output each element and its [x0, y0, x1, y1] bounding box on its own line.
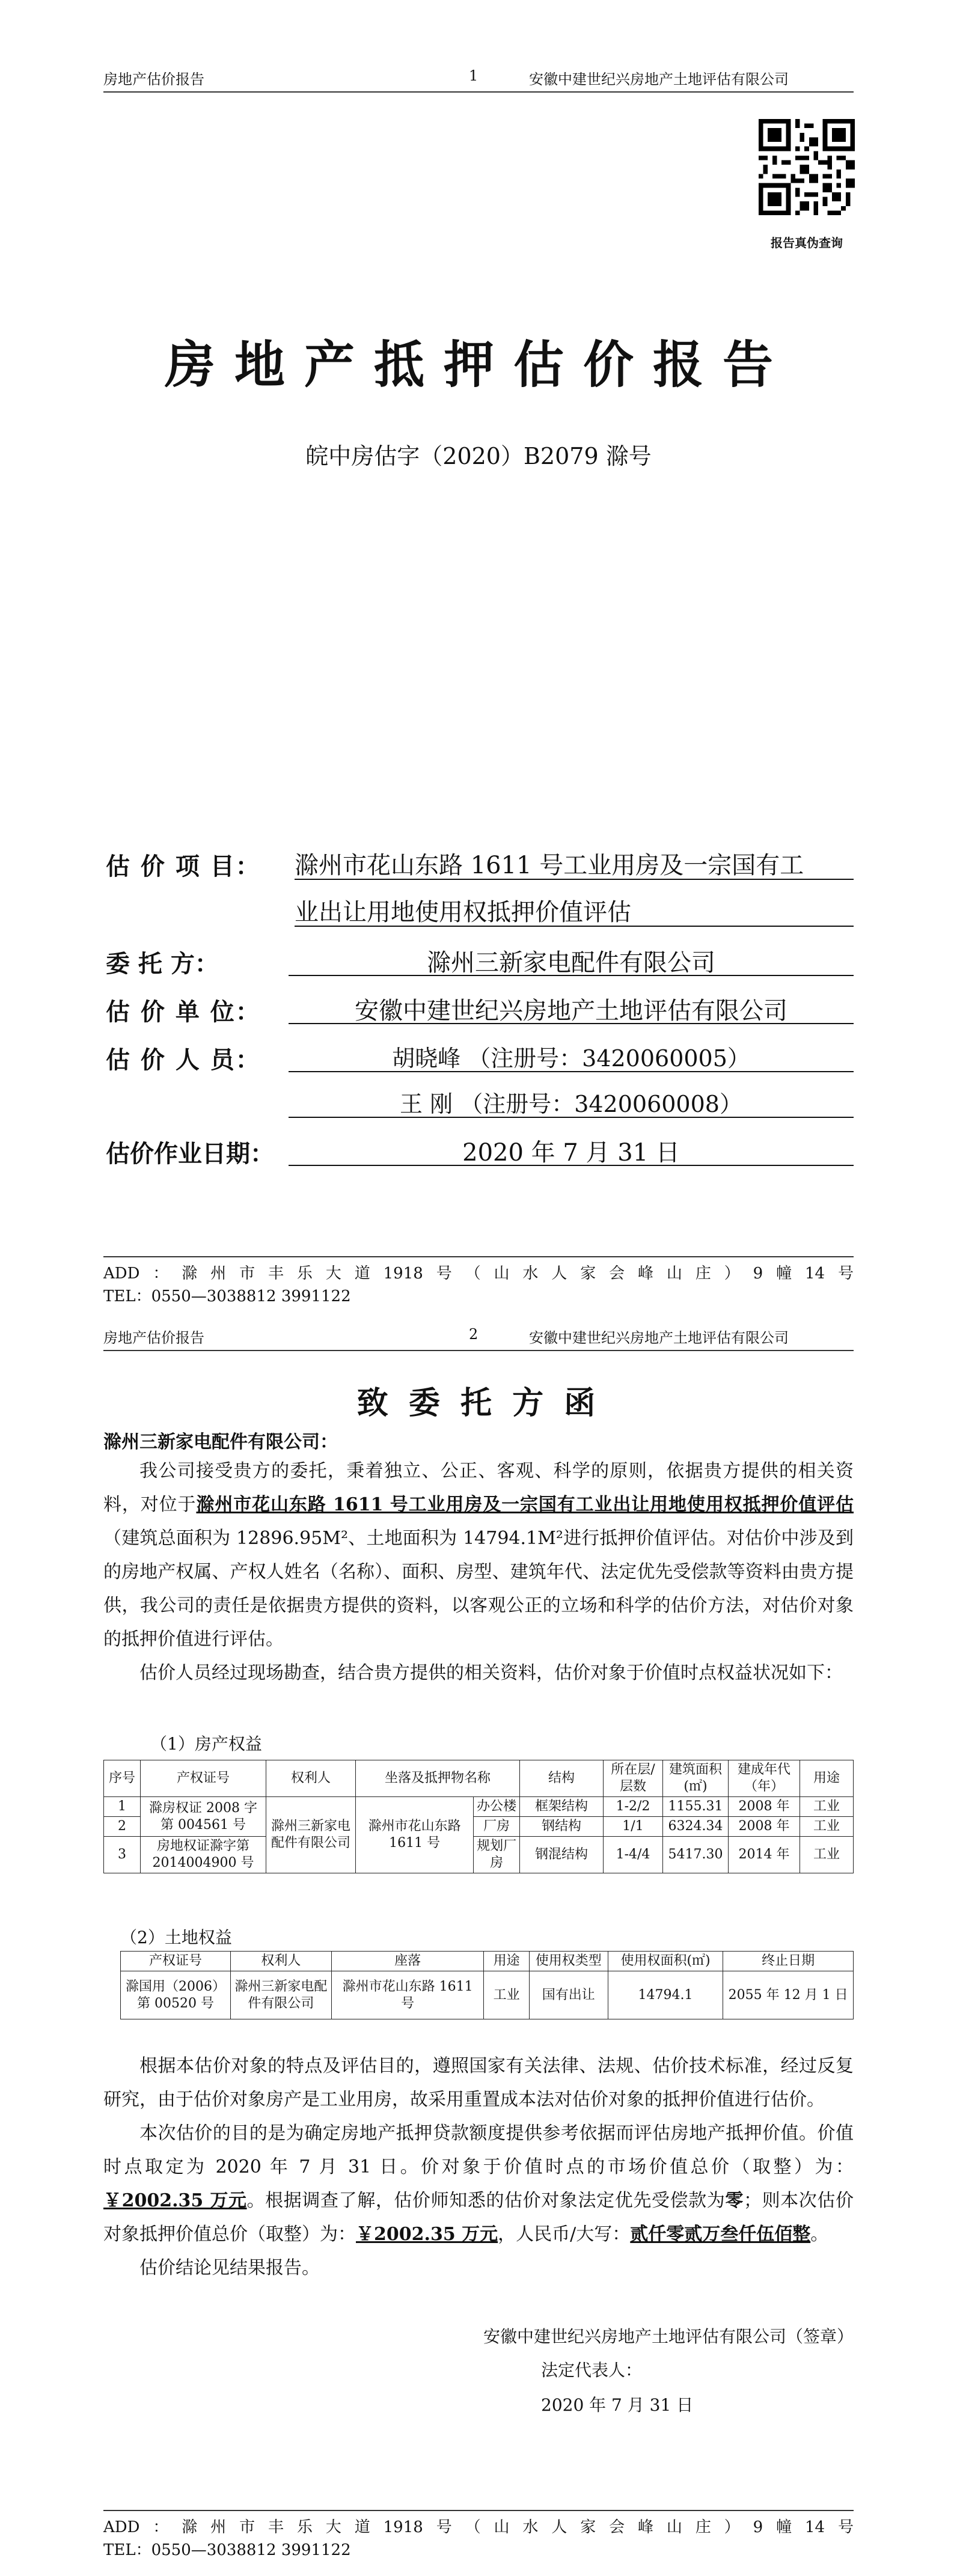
table-row — [121, 1971, 854, 2019]
sign-date: 2020 年 7 月 31 日 — [541, 2395, 694, 2415]
land-rights-table — [120, 1951, 854, 2019]
report-title: 房地产抵押估价报告 — [164, 335, 792, 394]
paragraph-3: 根据本估价对象的特点及评估目的，遵照国家有关法律、法规、估价技术标准，经过反复研究，由于估价对象房产是工业用房，故采用重置成本法对估价对象的抵押价值进行估价。 — [103, 2056, 854, 2110]
date-value: 2020 年 7 月 31 日 — [462, 1139, 680, 1167]
paragraph-4: 本次估价的目的是为确定房地产抵押贷款额度提供参考依据而评估房地产抵押价值。价值时点取定为 2020 年 7 月 31 日。价对象于价值时点的市场价值总价（取整）为：￥2002.35 万元。根据调查了解，估价师知悉的估价对象法定优先受偿款为零；则本次估价对象抵押价值总价（取整）为：￥2002.35 万元，人民币/大写：贰仟零贰万叁仟伍佰整。 — [103, 2123, 854, 2245]
project-value-line2: 业出让用地使用权抵押价值评估 — [295, 899, 631, 926]
cell-no: 1 — [104, 1797, 141, 1817]
letter-body-bottom — [103, 2050, 854, 2285]
cell-location: 滁州市花山东路 1611 号 — [356, 1797, 474, 1873]
th-area: 建筑面积(㎡) — [663, 1760, 729, 1797]
letter-salutation: 滁州三新家电配件有限公司： — [103, 1432, 338, 1453]
cell-area: 5417.30 — [663, 1837, 729, 1873]
project-underline-1 — [295, 879, 854, 880]
th-year: 建成年代（年） — [729, 1760, 800, 1797]
report-number: 皖中房估字（2020）B2079 滁号 — [305, 443, 652, 469]
qr-code-icon[interactable] — [759, 119, 855, 215]
footer-address-2: ADD：滁州市丰乐大道1918号（山水人家会峰山庄）9幢14号 — [103, 2518, 854, 2536]
table1-title: （1）房产权益 — [150, 1734, 262, 1754]
appraiser-label: 估 价 人 员： — [106, 1046, 261, 1074]
cell-year: 2008 年 — [729, 1797, 800, 1817]
header-right: 安徽中建世纪兴房地产土地评估有限公司 — [529, 71, 789, 88]
header-page-number: 1 — [469, 67, 479, 84]
header-left-2: 房地产估价报告 — [103, 1329, 204, 1346]
th-structure: 结构 — [520, 1760, 604, 1797]
cell-no: 2 — [104, 1817, 141, 1837]
paragraph-1: 我公司接受贵方的委托，秉着独立、公正、客观、科学的原则，依据贵方提供的相关资料，对位于滁州市花山东路 1611 号工业用房及一宗国有工业出让用地使用权抵押价值评估（建筑总面积为 12896.95M²、土地面积为 14794.1M²进行抵押价值评估。对估价中涉及到的房地产权属、产权人姓名（名称）、面积、房型、建筑年代、法定优先受偿款等资料由贵方提供，我公司的责任是依据贵方提供的资料，以客观公正的立场和科学的估价方法，对估价对象的抵押价值进行评估。 — [103, 1460, 854, 1650]
header-rule — [103, 91, 854, 93]
project-underline-2 — [295, 926, 854, 927]
header-right-2: 安徽中建世纪兴房地产土地评估有限公司 — [529, 1329, 789, 1346]
cell-land-cert: 滁国用（2006）第 00520 号 — [121, 1971, 231, 2019]
th-land-area: 使用权面积(㎡) — [608, 1952, 723, 1971]
cell-building: 厂房 — [474, 1817, 520, 1837]
unit-label: 估 价 单 位： — [106, 998, 261, 1026]
project-label: 估 价 项 目： — [106, 852, 261, 881]
cell-no: 3 — [104, 1837, 141, 1873]
table-row — [104, 1837, 854, 1873]
footer-address: ADD：滁州市丰乐大道1918号（山水人家会峰山庄）9幢14号 — [103, 1265, 854, 1283]
th-cert: 产权证号 — [141, 1760, 266, 1797]
mortgage-value-uppercase: 贰仟零贰万叁仟伍佰整 — [630, 2224, 811, 2245]
th-land-use: 用途 — [484, 1952, 529, 1971]
th-land-cert: 产权证号 — [121, 1952, 231, 1971]
appraiser-underline-1 — [289, 1071, 854, 1072]
th-location: 坐落及抵押物名称 — [356, 1760, 520, 1797]
cell-building: 办公楼 — [474, 1797, 520, 1817]
letter-title: 致 委 托 方 函 — [356, 1385, 601, 1421]
letter-body-top — [103, 1454, 854, 1690]
cell-land-use: 工业 — [484, 1971, 529, 2019]
cell-land-type: 国有出让 — [529, 1971, 608, 2019]
project-name-bold: 滁州市花山东路 1611 号工业用房及一宗国有工业出让用地使用权抵押价值评估 — [196, 1494, 854, 1515]
cell-land-location: 滁州市花山东路 1611 号 — [331, 1971, 484, 2019]
table-header-row — [121, 1952, 854, 1971]
cell-year: 2008 年 — [729, 1817, 800, 1837]
sign-legal-rep: 法定代表人： — [541, 2360, 643, 2380]
date-underline — [289, 1165, 854, 1166]
client-underline — [289, 975, 854, 976]
cell-owner: 滁州三新家电配件有限公司 — [266, 1797, 356, 1873]
client-label: 委 托 方： — [106, 950, 219, 978]
cell-year: 2014 年 — [729, 1837, 800, 1873]
table2-title: （2）土地权益 — [120, 1927, 232, 1947]
cell-cert: 房地权证滁字第 2014004900 号 — [141, 1837, 266, 1873]
table-header-row — [104, 1760, 854, 1797]
table-row — [104, 1797, 854, 1817]
client-value: 滁州三新家电配件有限公司 — [427, 949, 715, 977]
paragraph-2: 估价人员经过现场勘查，结合贵方提供的相关资料，估价对象于价值时点权益状况如下： — [139, 1662, 843, 1683]
appraiser-underline-2 — [289, 1117, 854, 1118]
appraiser-2: 王 刚 （注册号：3420060008） — [400, 1091, 742, 1117]
unit-underline — [289, 1023, 854, 1024]
header-page-number-2: 2 — [469, 1326, 479, 1343]
th-owner: 权利人 — [266, 1760, 356, 1797]
th-land-type: 使用权类型 — [529, 1952, 608, 1971]
cell-area: 1155.31 — [663, 1797, 729, 1817]
priority-claim: 零 — [725, 2190, 744, 2211]
appraiser-1: 胡晓峰 （注册号：3420060005） — [392, 1045, 750, 1072]
sign-company: 安徽中建世纪兴房地产土地评估有限公司（签章） — [483, 2327, 854, 2346]
th-land-location: 座落 — [331, 1952, 484, 1971]
cell-floors: 1-2/2 — [604, 1797, 663, 1817]
cell-structure: 钢混结构 — [520, 1837, 604, 1873]
th-floors: 所在层/层数 — [604, 1760, 663, 1797]
cell-land-area: 14794.1 — [608, 1971, 723, 2019]
cell-cert: 滁房权证 2008 字第 004561 号 — [141, 1797, 266, 1837]
property-rights-table — [103, 1760, 854, 1873]
paragraph-5: 估价结论见结果报告。 — [139, 2257, 320, 2278]
footer-rule — [103, 1256, 854, 1257]
th-land-end: 终止日期 — [723, 1952, 854, 1971]
cell-land-owner: 滁州三新家电配件有限公司 — [230, 1971, 331, 2019]
cell-use: 工业 — [800, 1797, 854, 1817]
cell-use: 工业 — [800, 1817, 854, 1837]
footer-tel-2: TEL：0550—3038812 3991122 — [103, 2541, 351, 2559]
cell-use: 工业 — [800, 1837, 854, 1873]
cell-land-end: 2055 年 12 月 1 日 — [723, 1971, 854, 2019]
cell-floors: 1-4/4 — [604, 1837, 663, 1873]
cell-structure: 框架结构 — [520, 1797, 604, 1817]
th-use: 用途 — [800, 1760, 854, 1797]
th-no: 序号 — [104, 1760, 141, 1797]
mortgage-value: ￥2002.35 万元 — [356, 2224, 498, 2245]
cell-structure: 钢结构 — [520, 1817, 604, 1837]
header-left: 房地产估价报告 — [103, 71, 204, 88]
cell-floors: 1/1 — [604, 1817, 663, 1837]
unit-value: 安徽中建世纪兴房地产土地评估有限公司 — [355, 997, 787, 1025]
qr-caption: 报告真伪查询 — [771, 236, 843, 250]
header-rule-2 — [103, 1350, 854, 1351]
cell-area: 6324.34 — [663, 1817, 729, 1837]
project-value-line1: 滁州市花山东路 1611 号工业用房及一宗国有工 — [295, 852, 804, 879]
market-value: ￥2002.35 万元 — [103, 2190, 247, 2211]
cell-building: 规划厂房 — [474, 1837, 520, 1873]
footer-rule-2 — [103, 2510, 854, 2511]
date-label: 估价作业日期： — [106, 1140, 274, 1168]
footer-tel: TEL：0550—3038812 3991122 — [103, 1287, 351, 1305]
th-land-owner: 权利人 — [230, 1952, 331, 1971]
